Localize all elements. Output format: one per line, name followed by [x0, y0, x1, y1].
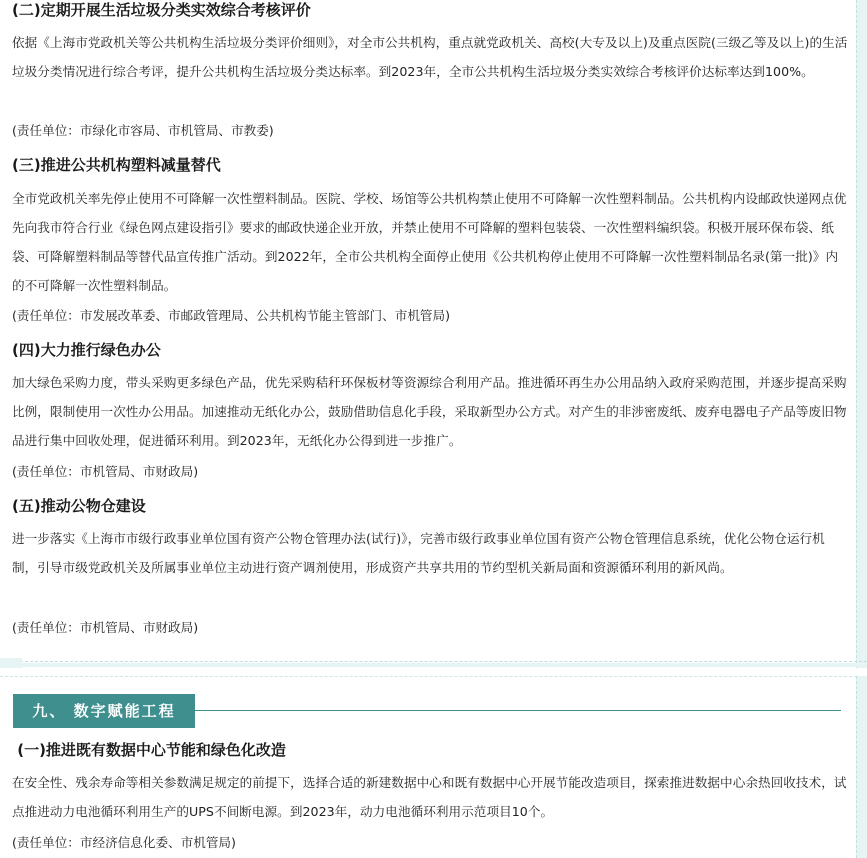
section-2-body	[12, 28, 848, 86]
section-5	[12, 496, 848, 516]
section-3-resp	[12, 307, 848, 325]
responsibility-line: (责任单位：市经济信息化委、市机管局)	[12, 835, 236, 850]
chapter-title: 九、 数字赋能工程	[13, 694, 195, 728]
responsibility-line: (责任单位：市机管局、市财政局)	[12, 464, 199, 479]
section-4-body	[12, 368, 848, 455]
responsibility-line: (责任单位：市发展改革委、市邮政管理局、公共机构节能主管部门、市机管局)	[12, 308, 451, 323]
page-frame-top	[0, 676, 867, 677]
section-5-body	[12, 524, 848, 582]
section-5-resp	[12, 619, 848, 637]
section-heading: (五)推动公物仓建设	[12, 497, 146, 515]
section-heading: (一)推进既有数据中心节能和绿色化改造	[12, 741, 286, 759]
section-heading: (二)定期开展生活垃圾分类实效综合考核评价	[12, 1, 311, 19]
section-9-1-body	[12, 768, 848, 826]
page-frame-right	[856, 0, 867, 668]
section-paragraph: 全市党政机关率先停止使用不可降解一次性塑料制品。医院、学校、场馆等公共机构禁止使用不可降解一次性塑料制品。公共机构内设邮政快递网点优先向我市符合行业《绿色网点建设指引》要求的邮政快递企业开放，并禁止使用不可降解的塑料包装袋、一次性塑料编织袋。积极开展环保布袋、纸袋、可降解塑料制品等替代品宣传推广活动。到2022年，全市公共机构全面停止使用《公共机构停止使用不可降解一次性塑料制品名录(第一批)》内的不可降解一次性塑料制品。	[12, 191, 847, 293]
page-divider	[0, 661, 867, 662]
section-2	[12, 0, 848, 20]
chapter-rule	[195, 710, 841, 711]
section-9-1-resp	[12, 834, 848, 852]
section-3-body	[12, 184, 848, 300]
section-paragraph: 进一步落实《上海市市级行政事业单位国有资产公物仓管理办法(试行)》，完善市级行政事业单位国有资产公物仓管理信息系统，优化公物仓运行机制，引导市级党政机关及所属事业单位主动进行资产调剂使用，形成资产共享共用的节约型机关新局面和资源循环利用的新风尚。	[12, 531, 825, 575]
responsibility-line: (责任单位：市绿化市容局、市机管局、市教委)	[12, 123, 274, 138]
section-9-1	[12, 740, 848, 760]
responsibility-line: (责任单位：市机管局、市财政局)	[12, 620, 199, 635]
section-4	[12, 340, 848, 360]
section-paragraph: 在安全性、残余寿命等相关参数满足规定的前提下，选择合适的新建数据中心和既有数据中心开展节能改造项目，探索推进数据中心余热回收技术，试点推进动力电池循环利用生产的UPS不间断电源。到2023年，动力电池循环利用示范项目10个。	[12, 775, 847, 819]
section-heading: (四)大力推行绿色办公	[12, 341, 161, 359]
page-frame-corner	[0, 658, 22, 668]
section-heading: (三)推进公共机构塑料减量替代	[12, 156, 221, 174]
section-3	[12, 155, 848, 175]
section-2-resp	[12, 122, 848, 140]
page-frame-right-lower	[856, 676, 867, 858]
section-paragraph: 加大绿色采购力度，带头采购更多绿色产品，优先采购秸秆环保板材等资源综合利用产品。推进循环再生办公用品纳入政府采购范围，并逐步提高采购比例，限制使用一次性办公用品。加速推动无纸化办公，鼓励借助信息化手段，采取新型办公方式。对产生的非涉密废纸、废弃电器电子产品等废旧物品进行集中回收处理，促进循环利用。到2023年，无纸化办公得到进一步推广。	[12, 375, 847, 448]
section-paragraph: 依据《上海市党政机关等公共机构生活垃圾分类评价细则》，对全市公共机构，重点就党政机关、高校(大专及以上)及重点医院(三级乙等及以上)的生活垃圾分类情况进行综合考评，提升公共机构生活垃圾分类达标率。到2023年，全市公共机构生活垃圾分类实效综合考核评价达标率达到100%。	[12, 35, 848, 79]
page-frame-bar	[0, 663, 867, 667]
section-4-resp	[12, 463, 848, 481]
